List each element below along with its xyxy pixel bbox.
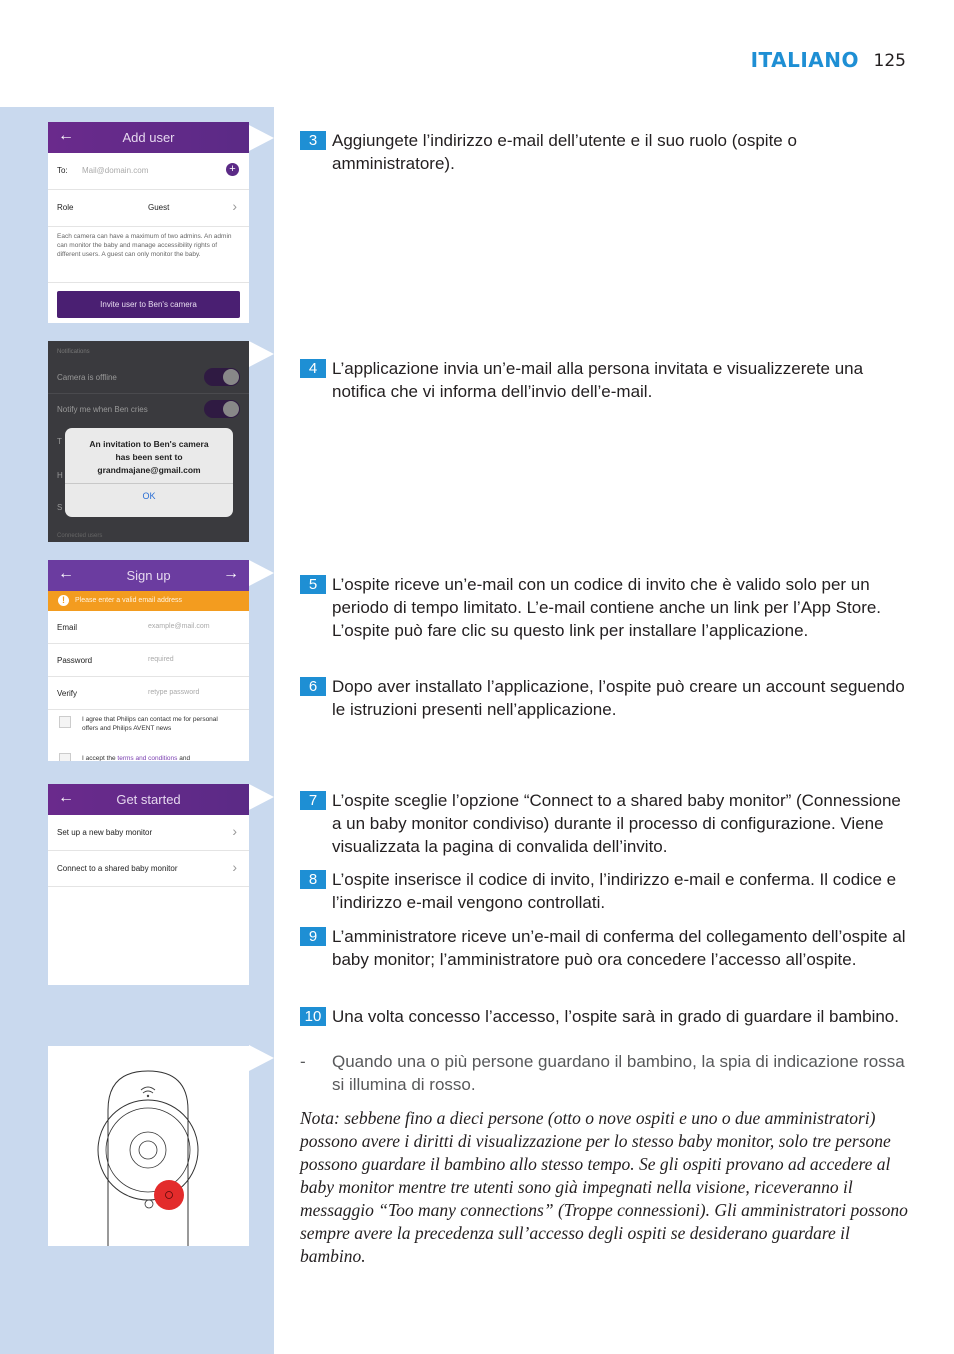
accept-text-end: and xyxy=(177,755,191,761)
row-divider xyxy=(48,393,249,394)
dialog-ok-button[interactable]: OK xyxy=(142,491,156,501)
warning-icon: ! xyxy=(58,595,69,606)
page-number: 125 xyxy=(873,51,906,71)
step-10 xyxy=(300,1005,910,1028)
to-label: To: xyxy=(57,166,68,175)
accept-text-start: I accept the xyxy=(82,755,118,761)
warning-banner xyxy=(48,591,249,611)
step-5 xyxy=(300,573,910,642)
baby-monitor-illustration xyxy=(48,1046,249,1246)
pointer-arrow-1 xyxy=(249,125,274,151)
notifications-section-label: Notifications xyxy=(57,349,90,355)
verify-label: Verify xyxy=(57,689,78,698)
password-row[interactable] xyxy=(48,644,249,677)
app-bar xyxy=(48,122,249,153)
step-text: Aggiungete l’indirizzo e-mail dell’utente e il suo ruolo (ospite o amministratore). xyxy=(332,131,797,173)
step-text: L’applicazione invia un’e-mail alla persona invitata e visualizzerete una notifica che vi informa dell’invio dell’e-mail. xyxy=(332,359,864,401)
note-paragraph: Nota: sebbene fino a dieci persone (otto o nove ospiti e uno o due amministratori) possono avere i diritti di visualizzazione per lo stesso baby monitor, solo tre persone possono guardare il bambino allo stesso tempo. Se gli ospiti provano ad accedere al baby monitor mentre tre utenti sono già impegnati nella visione, riceveranno il messaggio “Too many connections” (Troppe connessioni). Gli amministratori possono sempre avere la precedenza sull’accesso degli ospiti se desiderano guardare il bambino. xyxy=(300,1108,908,1266)
back-arrow-icon[interactable]: ← xyxy=(58,565,74,582)
chevron-right-icon: › xyxy=(232,198,237,214)
password-label: Password xyxy=(57,656,93,665)
step-text: Una volta concesso l’accesso, l’ospite sarà in grado di guardare il bambino. xyxy=(332,1007,899,1026)
step-6 xyxy=(300,675,910,721)
connected-users-label: Connected users xyxy=(57,533,103,539)
step-4 xyxy=(300,357,910,403)
role-value: Guest xyxy=(148,203,170,212)
language-heading: ITALIANO xyxy=(750,48,859,72)
dialog-line-2: has been sent to xyxy=(115,452,183,462)
pointer-arrow-3 xyxy=(249,560,274,586)
pointer-arrow-4 xyxy=(249,784,274,810)
step-number-badge: 9 xyxy=(300,927,326,946)
step-7 xyxy=(300,789,910,858)
back-arrow-icon[interactable]: ← xyxy=(58,127,74,144)
email-input[interactable]: Mail@domain.com xyxy=(82,166,149,175)
dialog-divider xyxy=(65,483,233,484)
step-number-badge: 6 xyxy=(300,677,326,696)
step-number-badge: 3 xyxy=(300,131,326,150)
invitation-sent-dialog xyxy=(65,428,233,517)
step-text: L’amministratore riceve un’e-mail di conferma del collegamento dell’ospite al baby monitor; l’amministratore può ora concedere l’accesso all’ospite. xyxy=(332,927,906,969)
email-label: Email xyxy=(57,623,78,632)
step-8 xyxy=(300,868,910,914)
app-bar xyxy=(48,560,249,591)
app-bar xyxy=(48,784,249,815)
warning-text: Please enter a valid email address xyxy=(75,597,183,604)
role-label: Role xyxy=(57,203,74,212)
step-text: Dopo aver installato l’applicazione, l’ospite può creare un account seguendo le istruzioni presenti nell’applicazione. xyxy=(332,677,905,719)
step-number-badge: 7 xyxy=(300,791,326,810)
sign-up-screenshot xyxy=(48,560,249,761)
connect-shared-monitor-label: Connect to a shared baby monitor xyxy=(57,864,178,873)
dialog-email: grandmajane@gmail.com xyxy=(97,465,201,475)
email-row[interactable] xyxy=(48,611,249,644)
agree-text: I agree that Philips can contact me for personal offers and Philips AVENT news xyxy=(82,716,218,732)
setup-new-monitor-label: Set up a new baby monitor xyxy=(57,828,153,837)
baby-monitor-drawing xyxy=(48,1046,249,1246)
to-row[interactable] xyxy=(48,153,249,190)
chevron-right-icon: › xyxy=(232,823,237,839)
add-user-screenshot xyxy=(48,122,249,323)
step-3 xyxy=(300,129,910,175)
chevron-right-icon: › xyxy=(232,859,237,875)
step-text: L’ospite riceve un’e-mail con un codice di invito che è valido solo per un periodo di tempo limitato. L’e-mail contiene anche un link per l’App Store. L’ospite può fare clic su questo link per installare l’applicazione. xyxy=(332,575,882,640)
indicator-light-red xyxy=(154,1180,184,1210)
forward-arrow-icon[interactable]: → xyxy=(223,565,239,582)
step-9 xyxy=(300,925,910,971)
dialog-line-1: An invitation to Ben's camera xyxy=(89,439,209,449)
camera-offline-label: Camera is offline xyxy=(57,373,117,382)
agree-checkbox[interactable] xyxy=(59,716,71,728)
bullet-text: Quando una o più persone guardano il bambino, la spia di indicazione rossa si illumina di rosso. xyxy=(332,1052,905,1094)
connect-shared-monitor-item[interactable] xyxy=(48,851,249,887)
step-number-badge: 4 xyxy=(300,359,326,378)
verify-row[interactable] xyxy=(48,677,249,710)
partial-row-label-s: S xyxy=(57,503,63,512)
ben-cries-label: Notify me when Ben cries xyxy=(57,405,148,414)
info-text: Each camera can have a maximum of two admins. An admin can monitor the baby and manage accessibility rights of different users. A guest can only monitor the baby. xyxy=(57,233,232,258)
screen-title: Sign up xyxy=(126,568,171,583)
verify-field[interactable]: retype password xyxy=(148,689,200,696)
step-text: L’ospite sceglie l’opzione “Connect to a shared baby monitor” (Connessione a un baby monitor condiviso) durante il processo di configurazione. Viene visualizzata la pagina di convalida dell’invito. xyxy=(332,791,901,856)
info-divider xyxy=(48,282,249,283)
step-number-badge: 10 xyxy=(300,1007,326,1026)
password-field[interactable]: required xyxy=(148,656,174,663)
step-number-badge: 8 xyxy=(300,870,326,889)
add-circle-icon[interactable]: + xyxy=(226,163,239,176)
step-text: L’ospite inserisce il codice di invito, l’indirizzo e-mail e conferma. Il codice e l’indirizzo e-mail vengono controllati. xyxy=(332,870,897,912)
camera-offline-toggle[interactable] xyxy=(204,368,240,386)
accept-text xyxy=(82,755,242,761)
terms-link[interactable]: terms and conditions xyxy=(117,755,178,761)
screen-title: Add user xyxy=(122,130,175,145)
accept-checkbox[interactable] xyxy=(59,753,71,761)
partial-row-label-t: T xyxy=(57,437,62,446)
pointer-arrow-5 xyxy=(249,1045,274,1071)
email-field[interactable]: example@mail.com xyxy=(148,623,210,630)
pointer-arrow-2 xyxy=(249,341,274,367)
notification-screenshot xyxy=(48,341,249,542)
back-arrow-icon[interactable]: ← xyxy=(58,789,74,806)
setup-new-monitor-item[interactable] xyxy=(48,815,249,851)
ben-cries-toggle[interactable] xyxy=(204,400,240,418)
partial-row-label-h: H xyxy=(57,471,63,480)
bullet-indicator-light xyxy=(300,1050,910,1096)
step-number-badge: 5 xyxy=(300,575,326,594)
role-row[interactable] xyxy=(48,190,249,227)
invite-button[interactable]: Invite user to Ben's camera xyxy=(57,291,240,318)
screen-title: Get started xyxy=(116,792,181,807)
get-started-screenshot xyxy=(48,784,249,985)
bullet-dash: - xyxy=(300,1052,306,1071)
